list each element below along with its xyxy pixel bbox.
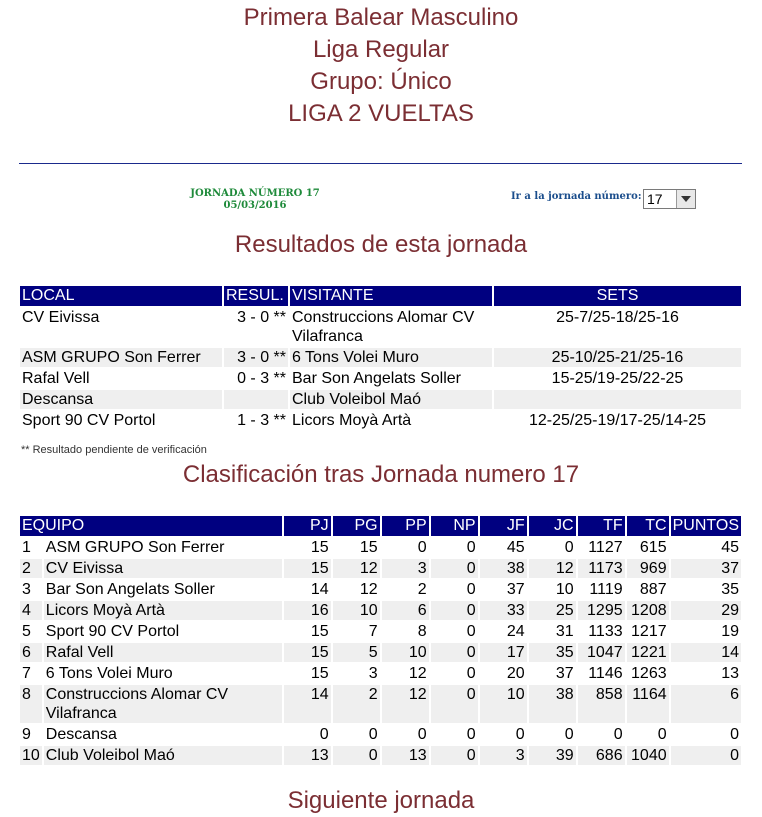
table-row xyxy=(20,411,741,430)
position: 7 xyxy=(22,665,31,682)
col-puntos: PUNTOS xyxy=(672,517,739,534)
jc: 0 xyxy=(564,539,574,556)
result: 0 - 3 ** xyxy=(237,370,286,387)
table-row xyxy=(20,369,741,388)
divider xyxy=(19,163,742,164)
tc: 615 xyxy=(639,539,667,556)
np: 0 xyxy=(466,665,476,682)
table-row xyxy=(20,643,741,662)
tc: 1040 xyxy=(627,746,669,765)
result: 1 - 3 ** xyxy=(237,412,286,429)
tf: 858 xyxy=(578,685,625,723)
puntos: 29 xyxy=(671,601,741,620)
table-row xyxy=(20,685,741,723)
jc: 37 xyxy=(555,665,574,682)
standings-table xyxy=(18,514,743,767)
table-row xyxy=(20,725,741,744)
jc: 0 xyxy=(564,726,574,743)
pj: 15 xyxy=(310,623,329,640)
pg: 10 xyxy=(333,601,380,620)
col-jf: JF xyxy=(480,516,527,536)
jf: 17 xyxy=(480,643,527,662)
position: 4 xyxy=(20,601,42,620)
np: 0 xyxy=(431,601,478,620)
result: 3 - 0 ** xyxy=(224,348,288,367)
pg: 0 xyxy=(368,726,378,743)
np: 0 xyxy=(431,746,478,765)
competition-title: Primera Balear Masculino xyxy=(243,4,519,31)
result: 3 - 0 ** xyxy=(237,309,286,326)
visitor-team: Bar Son Angelats Soller xyxy=(292,370,461,387)
jc: 10 xyxy=(555,581,574,598)
verification-note: ** Resultado pendiente de verificación xyxy=(21,444,207,456)
team: Club Voleibol Maó xyxy=(44,746,282,765)
jf: 3 xyxy=(480,746,527,765)
jornada-nav-label: Ir a la jornada número: xyxy=(511,191,642,202)
visitor-team: 6 Tons Volei Muro xyxy=(290,348,492,367)
tf: 0 xyxy=(613,726,623,743)
team: Licors Moyà Artà xyxy=(44,601,282,620)
jornada-date: 05/03/2016 xyxy=(223,200,287,211)
pg: 0 xyxy=(333,746,380,765)
tf: 686 xyxy=(578,746,625,765)
col-resul: RESUL. xyxy=(224,286,288,306)
group-title: Grupo: Único xyxy=(310,68,452,95)
puntos: 0 xyxy=(671,746,741,765)
pj: 14 xyxy=(284,685,331,723)
tc: 1217 xyxy=(631,623,667,640)
tf: 1146 xyxy=(588,665,623,682)
team: ASM GRUPO Son Ferrer xyxy=(45,539,225,556)
pp: 8 xyxy=(417,623,427,640)
table-row xyxy=(20,559,741,578)
standings-header-row xyxy=(20,516,741,536)
team: CV Eivissa xyxy=(44,559,282,578)
np: 0 xyxy=(431,685,478,723)
jc: 12 xyxy=(529,559,576,578)
col-jc: JC xyxy=(529,516,576,536)
jf: 10 xyxy=(480,685,527,723)
format-title: LIGA 2 VUELTAS xyxy=(288,100,474,127)
pg: 15 xyxy=(359,539,378,556)
jf: 38 xyxy=(480,559,527,578)
pp: 13 xyxy=(382,746,429,765)
tf: 1173 xyxy=(578,559,625,578)
puntos: 0 xyxy=(730,726,739,743)
jornada-select-value: 17 xyxy=(647,191,663,207)
pp: 12 xyxy=(408,665,427,682)
puntos: 6 xyxy=(671,685,741,723)
pp: 12 xyxy=(382,685,429,723)
puntos: 35 xyxy=(721,581,739,598)
local-team: Rafal Vell xyxy=(22,370,90,387)
sets: 25-10/25-21/25-16 xyxy=(494,348,741,367)
visitor-team: Club Voleibol Maó xyxy=(290,390,492,409)
results-header-row xyxy=(20,286,741,306)
tf: 1133 xyxy=(588,623,623,640)
results-title: Resultados de esta jornada xyxy=(234,231,528,258)
table-row xyxy=(20,308,741,346)
jc: 39 xyxy=(529,746,576,765)
table-row xyxy=(20,601,741,620)
local-team: ASM GRUPO Son Ferrer xyxy=(20,348,222,367)
pj: 15 xyxy=(310,539,329,556)
standings-title: Clasificación tras Jornada numero 17 xyxy=(182,461,580,488)
team: Sport 90 CV Portol xyxy=(45,623,180,640)
jf: 20 xyxy=(506,665,525,682)
tc: 1263 xyxy=(631,665,667,682)
col-pj: PJ xyxy=(284,516,331,536)
tc: 1208 xyxy=(627,601,669,620)
pg: 2 xyxy=(333,685,380,723)
visitor-team: Construccions Alomar CV Vilafranca xyxy=(292,309,475,345)
jc: 31 xyxy=(555,623,574,640)
page-header xyxy=(0,0,762,130)
np: 0 xyxy=(466,623,476,640)
table-row xyxy=(20,664,741,683)
team: 6 Tons Volei Muro xyxy=(45,665,173,682)
pj: 0 xyxy=(319,726,329,743)
col-pg: PG xyxy=(333,516,380,536)
table-row xyxy=(20,348,741,367)
next-section-title: Siguiente jornada xyxy=(287,787,475,814)
result xyxy=(224,390,288,409)
tf: 1119 xyxy=(589,581,623,598)
position: 10 xyxy=(22,747,40,764)
col-tc: TC xyxy=(627,516,669,536)
pg: 7 xyxy=(368,623,378,640)
table-row xyxy=(20,746,741,765)
results-table xyxy=(18,284,743,432)
col-pp: PP xyxy=(382,516,429,536)
tc: 1221 xyxy=(627,643,669,662)
position: 2 xyxy=(20,559,42,578)
pj: 14 xyxy=(310,581,329,598)
sets xyxy=(494,390,741,409)
tf: 1047 xyxy=(578,643,625,662)
sets: 25-7/25-18/25-16 xyxy=(556,309,679,326)
sets: 15-25/19-25/22-25 xyxy=(551,370,684,387)
np: 0 xyxy=(431,559,478,578)
sets: 12-25/25-19/17-25/14-25 xyxy=(528,412,707,429)
col-local: LOCAL xyxy=(20,286,222,306)
pp: 10 xyxy=(382,643,429,662)
col-equipo: EQUIPO xyxy=(20,516,282,536)
pp: 3 xyxy=(382,559,429,578)
table-row xyxy=(20,622,741,641)
pp: 2 xyxy=(417,581,427,598)
pp: 0 xyxy=(417,726,427,743)
position: 1 xyxy=(22,539,31,556)
jf: 0 xyxy=(515,726,525,743)
np: 0 xyxy=(466,539,476,556)
puntos: 19 xyxy=(721,623,739,640)
chevron-down-icon[interactable] xyxy=(676,190,695,208)
position: 3 xyxy=(22,581,31,598)
position: 8 xyxy=(20,685,42,723)
pj: 15 xyxy=(284,643,331,662)
pg: 3 xyxy=(368,665,378,682)
local-team: Descansa xyxy=(20,390,222,409)
jf: 33 xyxy=(480,601,527,620)
pp: 0 xyxy=(417,539,427,556)
jf: 45 xyxy=(506,539,525,556)
table-row xyxy=(20,390,741,409)
visitor-team: Licors Moyà Artà xyxy=(292,412,412,429)
phase-title: Liga Regular xyxy=(312,36,450,63)
tc: 1164 xyxy=(627,685,669,723)
puntos: 37 xyxy=(671,559,741,578)
team: Construccions Alomar CV Vilafranca xyxy=(44,685,282,723)
pj: 15 xyxy=(310,665,329,682)
pg: 5 xyxy=(333,643,380,662)
np: 0 xyxy=(466,726,476,743)
jf: 37 xyxy=(506,581,525,598)
pj: 16 xyxy=(284,601,331,620)
pg: 12 xyxy=(333,559,380,578)
puntos: 13 xyxy=(721,665,739,682)
pj: 13 xyxy=(284,746,331,765)
position: 9 xyxy=(22,726,31,743)
pj: 15 xyxy=(284,559,331,578)
local-team: CV Eivissa xyxy=(22,309,100,326)
puntos: 45 xyxy=(721,539,739,556)
tf: 1295 xyxy=(578,601,625,620)
table-row xyxy=(20,580,741,599)
jc: 35 xyxy=(529,643,576,662)
team: Bar Son Angelats Soller xyxy=(45,581,215,598)
col-tf: TF xyxy=(578,516,625,536)
pp: 6 xyxy=(382,601,429,620)
jc: 25 xyxy=(529,601,576,620)
tc: 0 xyxy=(657,726,667,743)
tc: 969 xyxy=(627,559,669,578)
local-team: Sport 90 CV Portol xyxy=(22,412,156,429)
col-sets: SETS xyxy=(494,286,741,306)
position: 6 xyxy=(20,643,42,662)
pg: 12 xyxy=(359,581,378,598)
table-row xyxy=(20,538,741,557)
np: 0 xyxy=(466,581,476,598)
team: Rafal Vell xyxy=(44,643,282,662)
tc: 887 xyxy=(639,581,667,598)
tf: 1127 xyxy=(588,539,623,556)
jf: 24 xyxy=(506,623,525,640)
jc: 38 xyxy=(529,685,576,723)
jornada-select[interactable] xyxy=(643,189,696,209)
col-np: NP xyxy=(431,516,478,536)
jornada-label: JORNADA NÚMERO 17 xyxy=(190,188,320,199)
jornada-info xyxy=(190,188,320,212)
position: 5 xyxy=(22,623,31,640)
np: 0 xyxy=(431,643,478,662)
col-visitante: VISITANTE xyxy=(290,286,492,306)
puntos: 14 xyxy=(671,643,741,662)
team: Descansa xyxy=(45,726,117,743)
